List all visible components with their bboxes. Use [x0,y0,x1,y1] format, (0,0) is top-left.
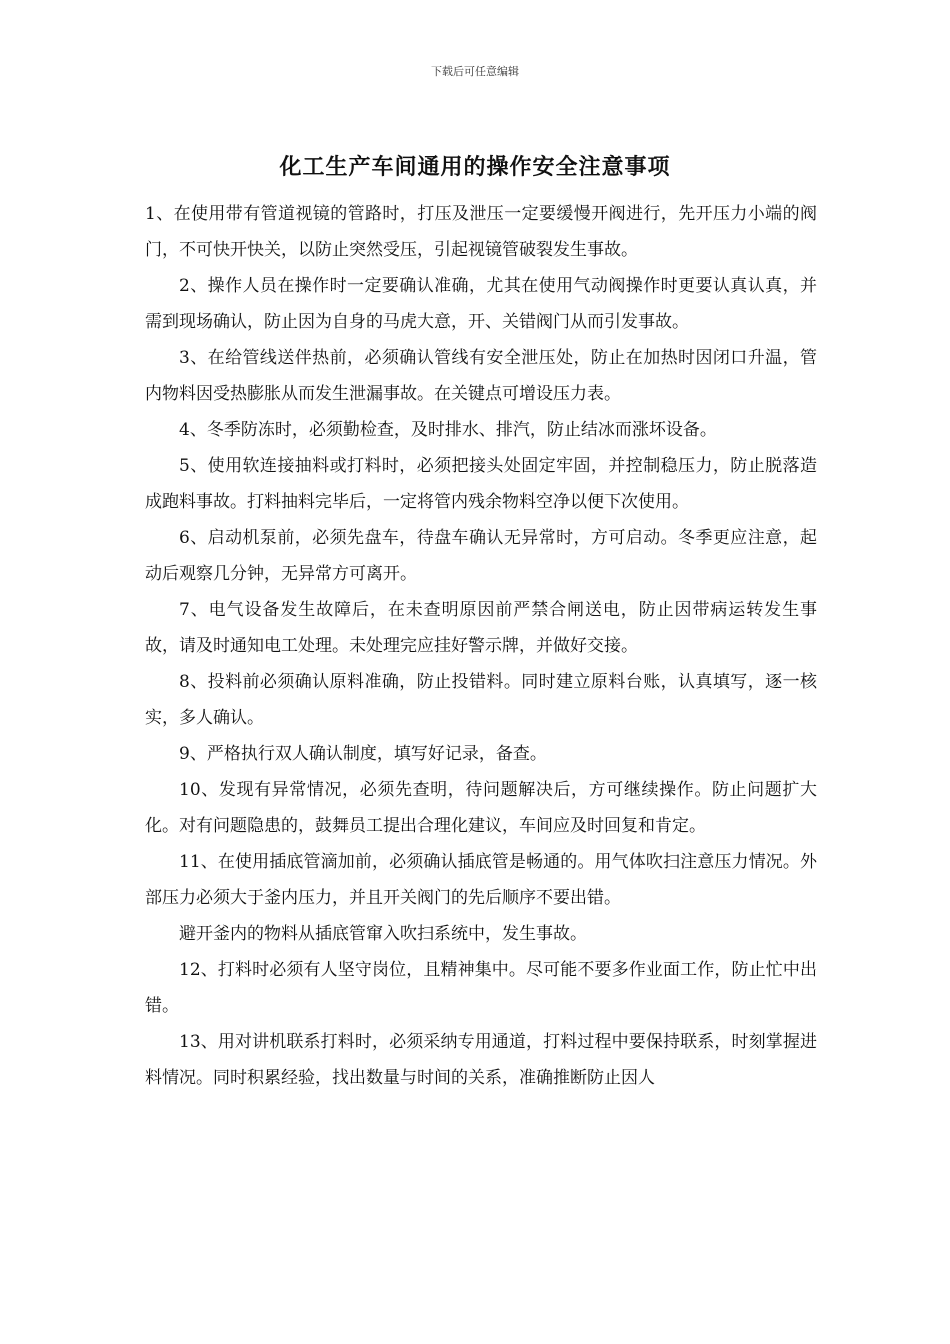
paragraph-2: 2、操作人员在操作时一定要确认准确，尤其在使用气动阀操作时更要认真认真，并需到现场确认，防止因为自身的马虎大意，开、关错阀门从而引发事故。 [145,276,817,332]
paragraph-10: 10、发现有异常情况，必须先查明，待问题解决后，方可继续操作。防止问题扩大化。对有问题隐患的，鼓舞员工提出合理化建议，车间应及时回复和肯定。 [145,780,817,836]
paragraph-7: 7、电气设备发生故障后，在未查明原因前严禁合闸送电，防止因带病运转发生事故，请及时通知电工处理。未处理完应挂好警示牌，并做好交接。 [145,600,817,656]
paragraph-11-continued: 避开釜内的物料从插底管窜入吹扫系统中，发生事故。 [179,924,587,944]
document-body [145,196,817,1096]
paragraph-11: 11、在使用插底管滴加前，必须确认插底管是畅通的。用气体吹扫注意压力情况。外部压力必须大于釜内压力，并且开关阀门的先后顺序不要出错。 [145,852,817,908]
page-header-note: 下载后可任意编辑 [431,65,519,78]
paragraph-12: 12、打料时必须有人坚守岗位，且精神集中。尽可能不要多作业面工作，防止忙中出错。 [145,960,817,1016]
paragraph-9: 9、严格执行双人确认制度，填写好记录，备查。 [179,744,547,764]
document-title: 化工生产车间通用的操作安全注意事项 [279,154,671,180]
paragraph-4: 4、冬季防冻时，必须勤检查，及时排水、排汽，防止结冰而涨坏设备。 [179,420,717,440]
paragraph-1: 1、在使用带有管道视镜的管路时，打压及泄压一定要缓慢开阀进行，先开压力小端的阀门，不可快开快关，以防止突然受压，引起视镜管破裂发生事故。 [145,204,817,260]
paragraph-8: 8、投料前必须确认原料准确，防止投错料。同时建立原料台账，认真填写，逐一核实，多人确认。 [145,672,817,728]
paragraph-13: 13、用对讲机联系打料时，必须采纳专用通道，打料过程中要保持联系，时刻掌握进料情况。同时积累经验，找出数量与时间的关系，准确推断防止因人 [145,1032,817,1088]
paragraph-5: 5、使用软连接抽料或打料时，必须把接头处固定牢固，并控制稳压力，防止脱落造成跑料事故。打料抽料完毕后，一定将管内残余物料空净以便下次使用。 [145,456,817,512]
paragraph-3: 3、在给管线送伴热前，必须确认管线有安全泄压处，防止在加热时因闭口升温，管内物料因受热膨胀从而发生泄漏事故。在关键点可增设压力表。 [145,348,817,404]
paragraph-6: 6、启动机泵前，必须先盘车，待盘车确认无异常时，方可启动。冬季更应注意，起动后观察几分钟，无异常方可离开。 [145,528,817,584]
